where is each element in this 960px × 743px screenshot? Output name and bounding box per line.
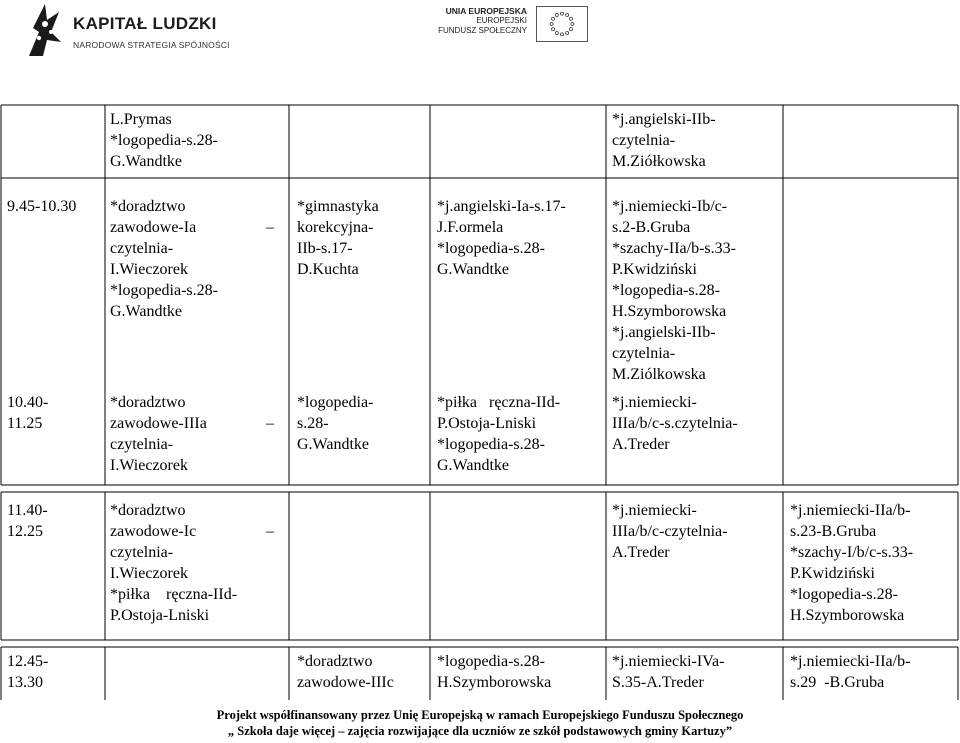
- row3-col4-entries: *j.niemiecki- IIIa/b/c-czytelnia- A.Treder: [612, 502, 728, 561]
- row2-col1-entries: *doradztwo zawodowe-IIIa czytelnia- I.Wieczorek: [110, 394, 207, 474]
- kapital-ludzki-title: KAPITAŁ LUDZKI: [73, 14, 217, 33]
- row2-col3-entries: *piłka ręczna-IId- P.Ostoja-Lniski *logopedia-s.28- G.Wandtke: [437, 394, 561, 474]
- footer-project-line: Projekt współfinansowany przez Unię Europejską w ramach Europejskiego Funduszu Społecznego: [216, 708, 744, 722]
- row2-time: 10.40- 11.25: [7, 394, 49, 432]
- eu-logo-line1: UNIA EUROPEJSKA: [445, 6, 527, 16]
- row3-col1-entries: *doradztwo zawodowe-Ic czytelnia- I.Wieczorek *piłka ręczna-IId- P.Ostoja-Lniski: [110, 502, 238, 624]
- kapital-ludzki-subtitle: NARODOWA STRATEGIA SPÓJNOŚCI: [73, 40, 230, 50]
- row2-col2-entries: *logopedia- s.28- G.Wandtke: [297, 394, 374, 453]
- row1-col3-entries: *j.angielski-Ia-s.17- J.F.ormela *logopedia-s.28- G.Wandtke: [437, 198, 566, 278]
- row4-col3-entries: *logopedia-s.28- H.Szymborowska: [437, 653, 552, 691]
- row0-col1-entries: L.Prymas *logopedia-s.28- G.Wandtke: [110, 111, 218, 170]
- row4-col4-entries: *j.niemiecki-IVa- S.35-A.Treder: [612, 653, 725, 691]
- row1-col1-dash: –: [266, 219, 274, 236]
- row1-col4-entries: *j.niemiecki-Ib/c- s.2-B.Gruba *szachy-IIa/b-s.33- P.Kwidziński *logopedia-s.28- H.Szymborowska *j.angielski-IIb- czytelnia- M.Ziólkowska: [612, 198, 736, 383]
- row3-col5-entries: *j.niemiecki-IIa/b- s.23-B.Gruba *szachy-I/b/c-s.33- P.Kwidziński *logopedia-s.28- H.Szymborowska: [790, 502, 914, 624]
- eu-logo-line3: FUNDUSZ SPOŁECZNY: [438, 26, 527, 35]
- footer-title-line: „ Szkoła daje więcej – zajęcia rozwijające dla uczniów ze szkół podstawowych gminy Kartuzy”: [227, 724, 733, 738]
- row1-col1-entries: *doradztwo zawodowe-Ia czytelnia- I.Wieczorek *logopedia-s.28- G.Wandtke: [110, 198, 218, 320]
- row2-col1-dash: –: [266, 415, 274, 432]
- row0-col4-entries: *j.angielski-IIb- czytelnia- M.Ziółkowska: [612, 111, 716, 170]
- row3-time: 11.40- 12.25: [7, 502, 48, 540]
- row4-col5-entries: *j.niemiecki-IIa/b- s.29 -B.Gruba: [790, 653, 911, 691]
- eu-logo-line2: EUROPEJSKI: [476, 16, 527, 25]
- row1-time: 9.45-10.30: [7, 198, 77, 215]
- row3-col1-dash: –: [266, 523, 274, 540]
- row1-col2-entries: *gimnastyka korekcyjna- IIb-s.17- D.Kuchta: [297, 198, 379, 278]
- row4-col2-entries: *doradztwo zawodowe-IIIc: [297, 653, 394, 691]
- row2-col4-entries: *j.niemiecki- IIIa/b/c-s.czytelnia- A.Treder: [612, 394, 738, 453]
- row4-time: 12.45- 13.30: [7, 653, 49, 691]
